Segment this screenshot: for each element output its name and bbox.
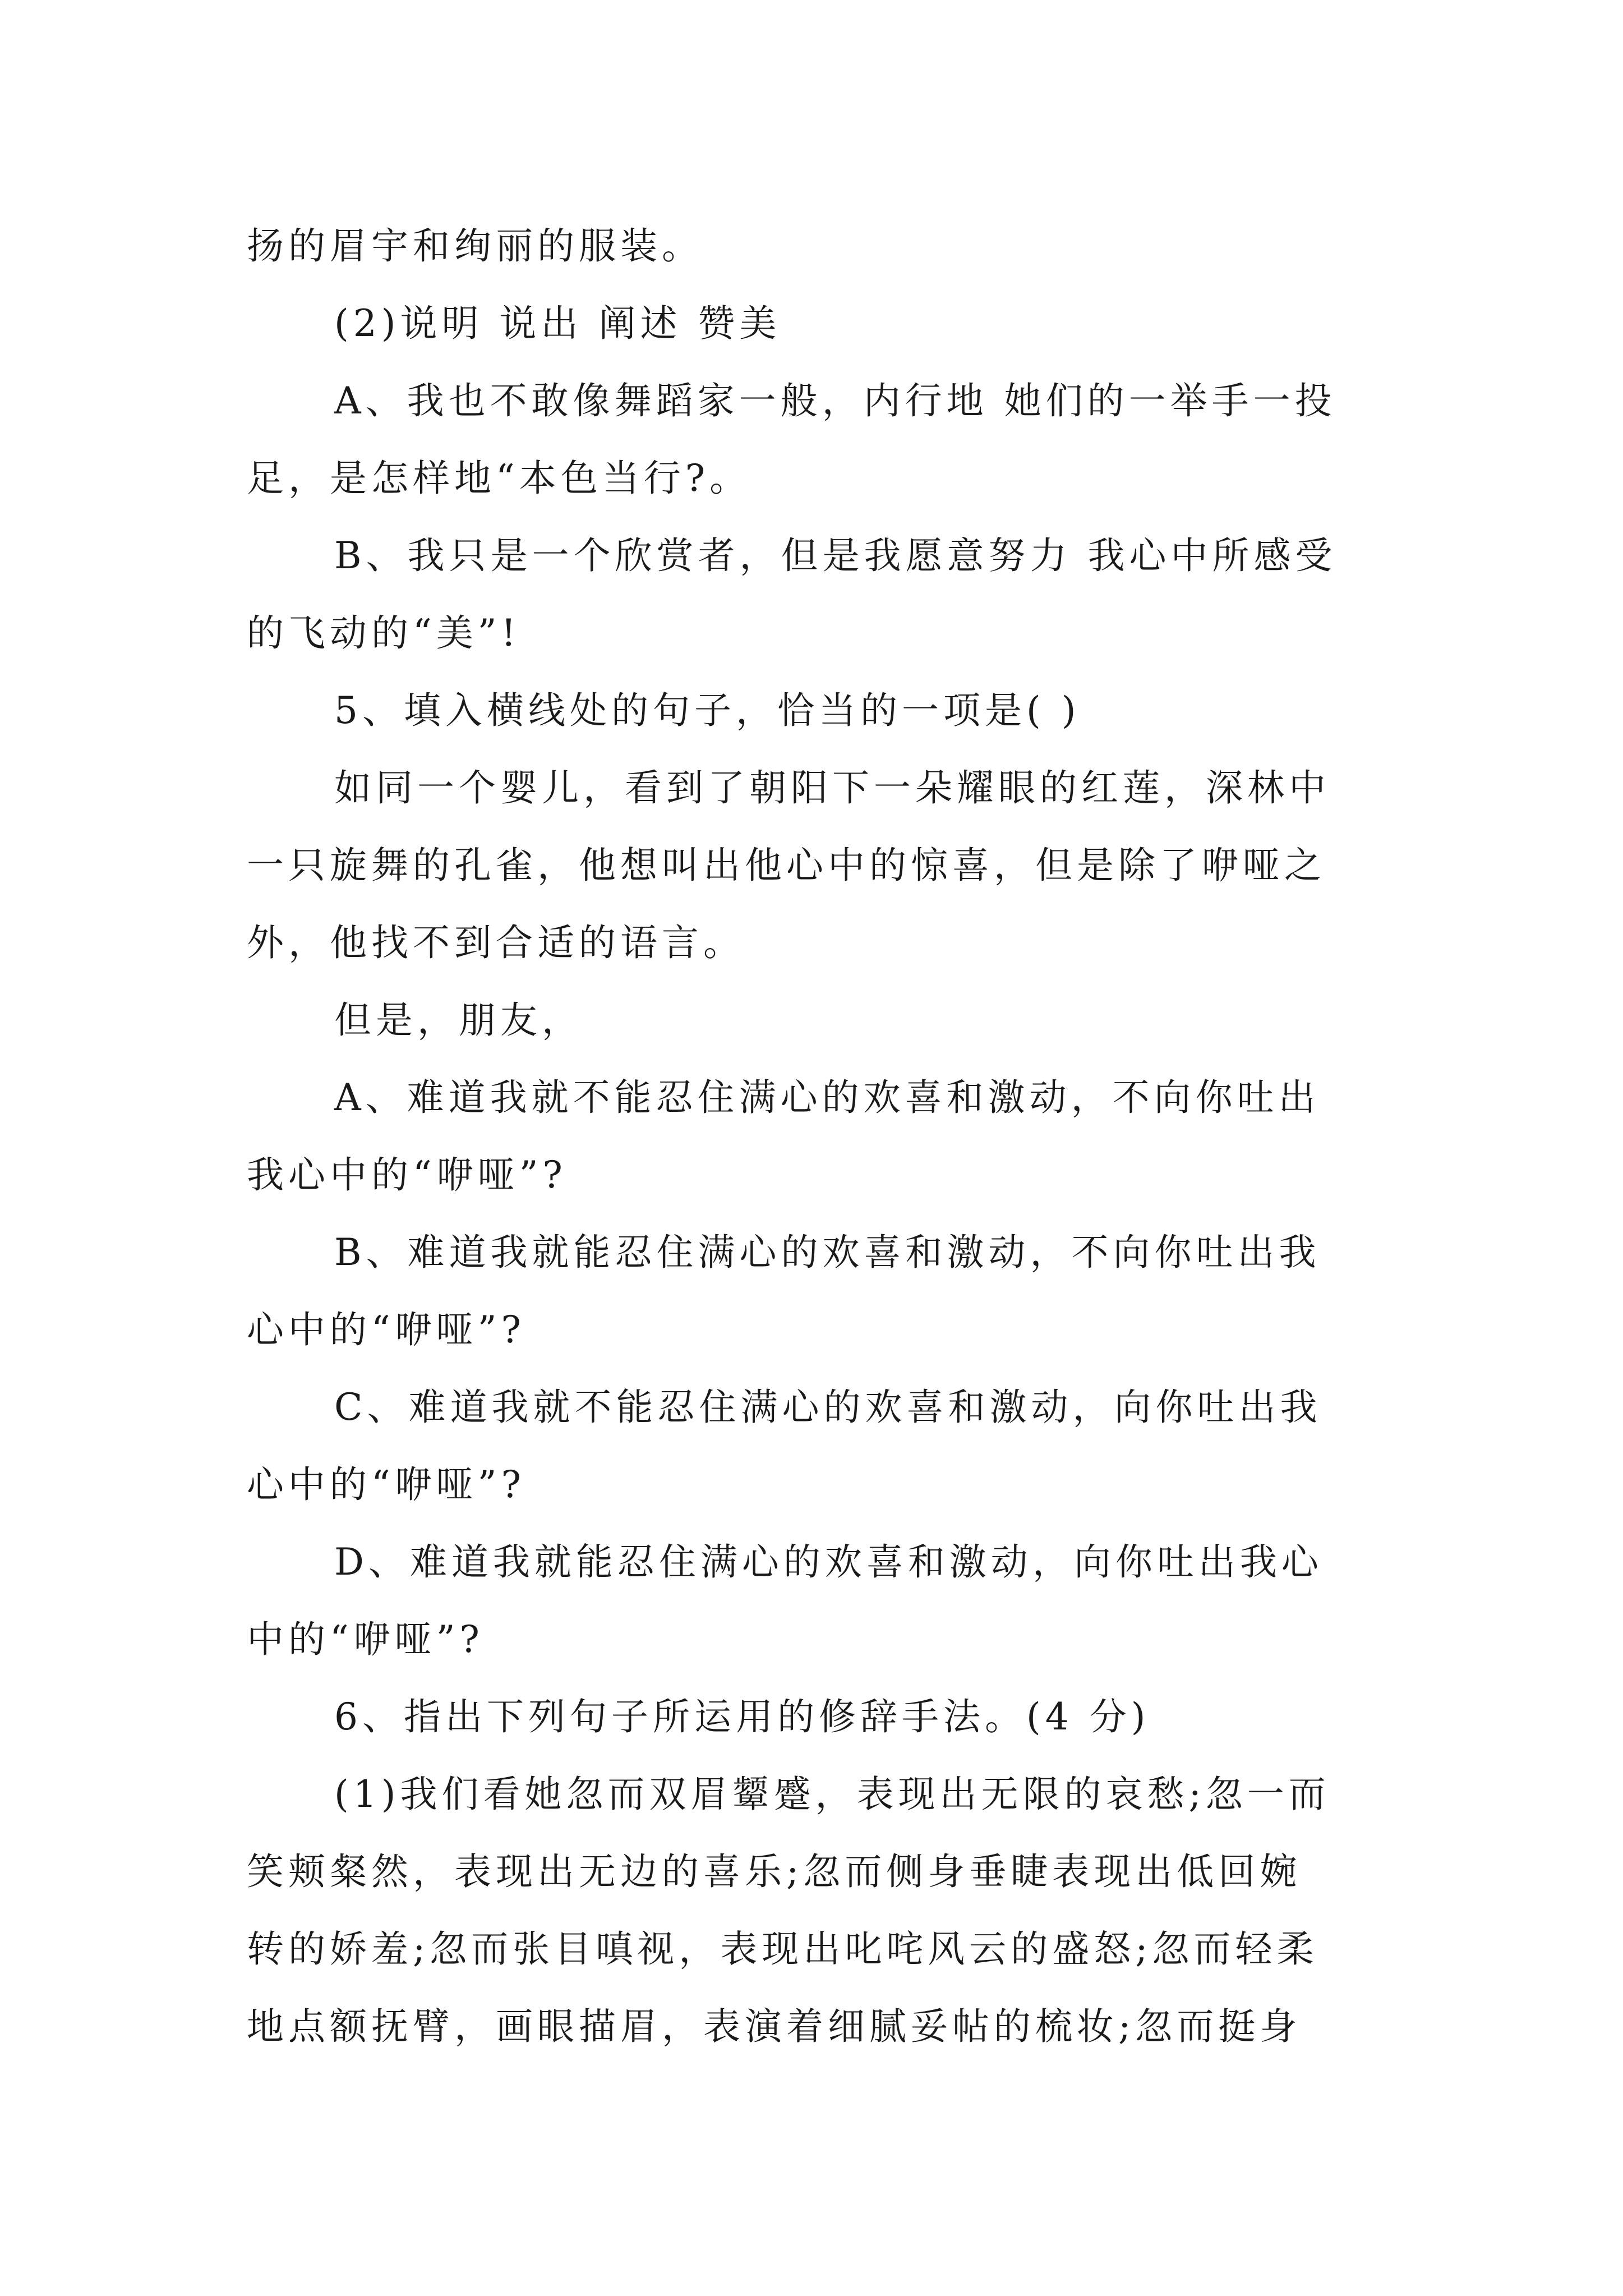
text-line: 5、填入横线处的句子，恰当的一项是( ): [334, 689, 1081, 732]
text-line: 心中的“咿哑”?: [247, 1463, 525, 1506]
text-line: B、我只是一个欣赏者，但是我愿意努力 我心中所感受: [334, 534, 1337, 577]
text-line: 但是，朋友，: [334, 999, 583, 1042]
text-line: D、难道我就能忍住满心的欢喜和激动，向你吐出我心: [334, 1540, 1323, 1584]
text-line: 如同一个婴儿，看到了朝阳下一朵耀眼的红莲，深林中: [334, 766, 1330, 809]
text-line: 一只旋舞的孔雀，他想叫出他心中的惊喜，但是除了咿哑之: [247, 844, 1326, 887]
text-line: 转的娇羞;忽而张目嗔视，表现出叱咤风云的盛怒;忽而轻柔: [247, 1927, 1318, 1971]
text-line: 外，他找不到合适的语言。: [247, 921, 745, 964]
text-line: 地点额抚臂，画眼描眉，表演着细腻妥帖的梳妆;忽而挺身: [247, 2005, 1302, 2048]
text-line: 的飞动的“美”!: [247, 611, 521, 655]
text-line: A、难道我就不能忍住满心的欢喜和激动，不向你吐出: [334, 1076, 1320, 1119]
text-line: 6、指出下列句子所运用的修辞手法。(4 分): [334, 1695, 1150, 1738]
text-line: (1)我们看她忽而双眉颦蹙，表现出无限的哀愁;忽一而: [334, 1773, 1330, 1816]
text-line: C、难道我就不能忍住满心的欢喜和激动，向你吐出我: [334, 1386, 1322, 1429]
text-line: 笑颊粲然，表现出无边的喜乐;忽而侧身垂睫表现出低回婉: [247, 1850, 1302, 1893]
text-line: 中的“咿哑”?: [247, 1618, 484, 1661]
text-line: (2)说明 说出 阐述 赞美: [334, 302, 781, 345]
text-line: A、我也不敢像舞蹈家一般，内行地 她们的一举手一投: [334, 379, 1336, 422]
text-line: 我心中的“咿哑”?: [247, 1153, 567, 1197]
text-line: B、难道我就能忍住满心的欢喜和激动，不向你吐出我: [334, 1231, 1321, 1274]
text-line: 足，是怎样地“本色当行?。: [247, 457, 751, 500]
text-line: 扬的眉宇和绚丽的服装。: [247, 224, 703, 268]
text-line: 心中的“咿哑”?: [247, 1308, 525, 1351]
